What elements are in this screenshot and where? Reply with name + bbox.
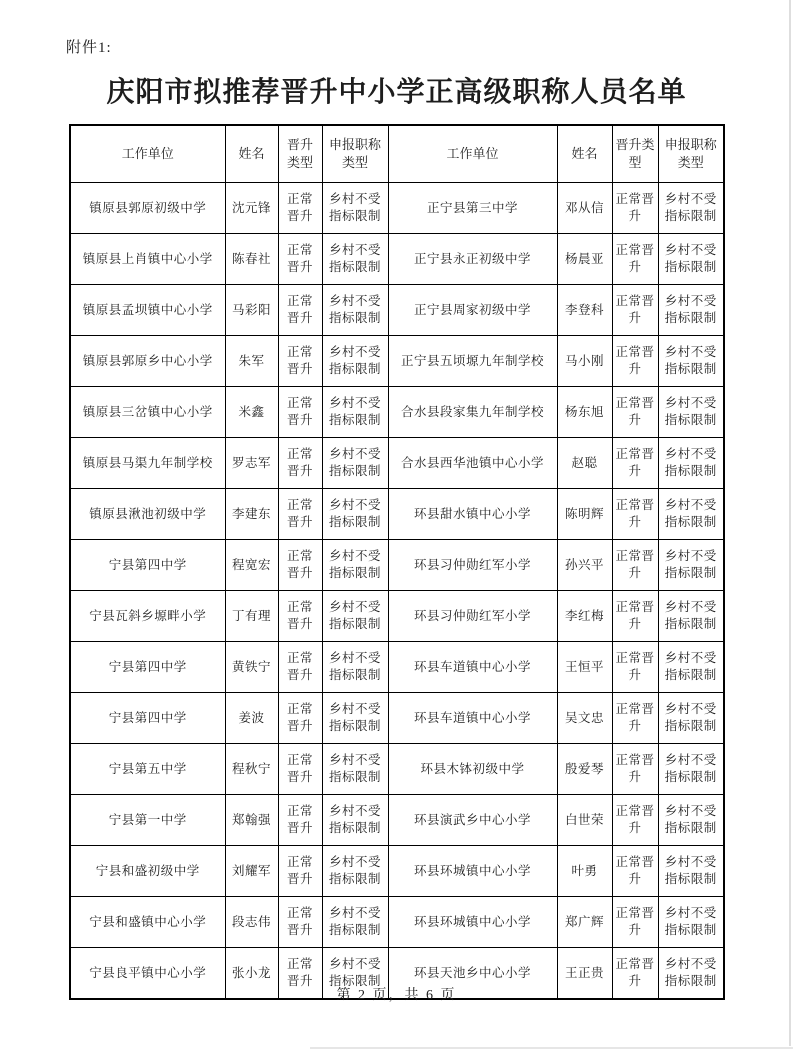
promotion-type-cell: 正常晋升 xyxy=(612,591,658,642)
title-type-cell: 乡村不受指标限制 xyxy=(658,591,724,642)
name-cell: 李建东 xyxy=(225,489,278,540)
promotion-type-cell: 正常晋升 xyxy=(278,285,322,336)
promotion-type-cell: 正常晋升 xyxy=(612,540,658,591)
name-cell: 叶勇 xyxy=(557,846,612,897)
work-unit-cell: 合水县段家集九年制学校 xyxy=(388,387,557,438)
name-cell: 殷爱琴 xyxy=(557,744,612,795)
table-row xyxy=(70,285,724,336)
promotion-type-cell: 正常晋升 xyxy=(278,387,322,438)
work-unit-cell: 正宁县五顷塬九年制学校 xyxy=(388,336,557,387)
work-unit-cell: 宁县瓦斜乡塬畔小学 xyxy=(70,591,225,642)
promotion-type-cell: 正常晋升 xyxy=(612,234,658,285)
name-cell: 沈元锋 xyxy=(225,183,278,234)
header-title-type-right: 申报职称类型 xyxy=(658,125,724,183)
work-unit-cell: 镇原县郭原初级中学 xyxy=(70,183,225,234)
header-name-left: 姓名 xyxy=(225,125,278,183)
title-type-cell: 乡村不受指标限制 xyxy=(322,846,388,897)
work-unit-cell: 宁县第五中学 xyxy=(70,744,225,795)
name-cell: 陈明辉 xyxy=(557,489,612,540)
table-row xyxy=(70,336,724,387)
name-cell: 陈春社 xyxy=(225,234,278,285)
name-cell: 米鑫 xyxy=(225,387,278,438)
table-header-row xyxy=(70,125,724,183)
title-type-cell: 乡村不受指标限制 xyxy=(658,285,724,336)
work-unit-cell: 环县环城镇中心小学 xyxy=(388,846,557,897)
name-cell: 马彩阳 xyxy=(225,285,278,336)
title-type-cell: 乡村不受指标限制 xyxy=(322,948,388,1000)
promotion-type-cell: 正常晋升 xyxy=(278,183,322,234)
work-unit-cell: 宁县第四中学 xyxy=(70,540,225,591)
name-cell: 赵聪 xyxy=(557,438,612,489)
page-edge-shadow-bottom xyxy=(310,1047,793,1049)
work-unit-cell: 宁县第四中学 xyxy=(70,693,225,744)
promotion-type-cell: 正常晋升 xyxy=(612,744,658,795)
title-type-cell: 乡村不受指标限制 xyxy=(658,948,724,1000)
name-cell: 张小龙 xyxy=(225,948,278,1000)
title-type-cell: 乡村不受指标限制 xyxy=(658,897,724,948)
title-type-cell: 乡村不受指标限制 xyxy=(658,642,724,693)
name-cell: 郑翰强 xyxy=(225,795,278,846)
promotion-type-cell: 正常晋升 xyxy=(278,795,322,846)
promotion-type-cell: 正常晋升 xyxy=(278,489,322,540)
work-unit-cell: 环县习仲勋红军小学 xyxy=(388,540,557,591)
work-unit-cell: 正宁县周家初级中学 xyxy=(388,285,557,336)
promotion-type-cell: 正常晋升 xyxy=(278,336,322,387)
name-cell: 马小刚 xyxy=(557,336,612,387)
work-unit-cell: 镇原县三岔镇中心小学 xyxy=(70,387,225,438)
table-row xyxy=(70,387,724,438)
title-type-cell: 乡村不受指标限制 xyxy=(322,387,388,438)
promotion-type-cell: 正常晋升 xyxy=(612,183,658,234)
promotion-type-cell: 正常晋升 xyxy=(278,642,322,693)
name-cell: 段志伟 xyxy=(225,897,278,948)
title-type-cell: 乡村不受指标限制 xyxy=(658,540,724,591)
title-type-cell: 乡村不受指标限制 xyxy=(322,540,388,591)
table-row xyxy=(70,642,724,693)
work-unit-cell: 环县习仲勋红军小学 xyxy=(388,591,557,642)
promotion-type-cell: 正常晋升 xyxy=(278,897,322,948)
promotion-type-cell: 正常晋升 xyxy=(612,642,658,693)
title-type-cell: 乡村不受指标限制 xyxy=(322,744,388,795)
title-type-cell: 乡村不受指标限制 xyxy=(322,234,388,285)
table-row xyxy=(70,846,724,897)
name-cell: 程秋宁 xyxy=(225,744,278,795)
promotion-type-cell: 正常晋升 xyxy=(612,846,658,897)
work-unit-cell: 环县甜水镇中心小学 xyxy=(388,489,557,540)
title-type-cell: 乡村不受指标限制 xyxy=(658,693,724,744)
title-type-cell: 乡村不受指标限制 xyxy=(322,795,388,846)
promotion-type-cell: 正常晋升 xyxy=(612,897,658,948)
work-unit-cell: 镇原县湫池初级中学 xyxy=(70,489,225,540)
table-row xyxy=(70,693,724,744)
promotion-type-cell: 正常晋升 xyxy=(278,234,322,285)
name-cell: 郑广辉 xyxy=(557,897,612,948)
name-cell: 杨东旭 xyxy=(557,387,612,438)
work-unit-cell: 宁县第四中学 xyxy=(70,642,225,693)
work-unit-cell: 宁县和盛镇中心小学 xyxy=(70,897,225,948)
title-type-cell: 乡村不受指标限制 xyxy=(658,438,724,489)
table-row xyxy=(70,489,724,540)
name-cell: 王恒平 xyxy=(557,642,612,693)
title-type-cell: 乡村不受指标限制 xyxy=(322,693,388,744)
work-unit-cell: 环县车道镇中心小学 xyxy=(388,693,557,744)
promotion-type-cell: 正常晋升 xyxy=(612,948,658,1000)
work-unit-cell: 宁县和盛初级中学 xyxy=(70,846,225,897)
title-type-cell: 乡村不受指标限制 xyxy=(322,183,388,234)
title-type-cell: 乡村不受指标限制 xyxy=(322,438,388,489)
header-title-type-left: 申报职称类型 xyxy=(322,125,388,183)
title-type-cell: 乡村不受指标限制 xyxy=(658,795,724,846)
work-unit-cell: 环县演武乡中心小学 xyxy=(388,795,557,846)
header-work-unit-left: 工作单位 xyxy=(70,125,225,183)
name-cell: 王正贵 xyxy=(557,948,612,1000)
title-type-cell: 乡村不受指标限制 xyxy=(322,897,388,948)
page-edge-shadow-right xyxy=(789,0,791,1046)
personnel-roster-table xyxy=(69,124,725,1000)
name-cell: 杨晨亚 xyxy=(557,234,612,285)
promotion-type-cell: 正常晋升 xyxy=(278,693,322,744)
header-promotion-type-right: 晋升类型 xyxy=(612,125,658,183)
page-number-footer: 第 2 页，共 6 页 xyxy=(336,988,457,1003)
title-type-cell: 乡村不受指标限制 xyxy=(658,744,724,795)
promotion-type-cell: 正常晋升 xyxy=(612,438,658,489)
name-cell: 邓从信 xyxy=(557,183,612,234)
name-cell: 丁有理 xyxy=(225,591,278,642)
work-unit-cell: 正宁县第三中学 xyxy=(388,183,557,234)
title-type-cell: 乡村不受指标限制 xyxy=(322,489,388,540)
table-row xyxy=(70,744,724,795)
promotion-type-cell: 正常晋升 xyxy=(278,744,322,795)
work-unit-cell: 镇原县郭原乡中心小学 xyxy=(70,336,225,387)
title-type-cell: 乡村不受指标限制 xyxy=(658,234,724,285)
name-cell: 白世荣 xyxy=(557,795,612,846)
name-cell: 黄铁宁 xyxy=(225,642,278,693)
name-cell: 李红梅 xyxy=(557,591,612,642)
name-cell: 罗志军 xyxy=(225,438,278,489)
table-row xyxy=(70,183,724,234)
work-unit-cell: 环县木钵初级中学 xyxy=(388,744,557,795)
table-row xyxy=(70,591,724,642)
work-unit-cell: 镇原县上肖镇中心小学 xyxy=(70,234,225,285)
promotion-type-cell: 正常晋升 xyxy=(278,540,322,591)
promotion-type-cell: 正常晋升 xyxy=(612,795,658,846)
title-type-cell: 乡村不受指标限制 xyxy=(658,387,724,438)
work-unit-cell: 宁县第一中学 xyxy=(70,795,225,846)
work-unit-cell: 镇原县马渠九年制学校 xyxy=(70,438,225,489)
title-type-cell: 乡村不受指标限制 xyxy=(658,489,724,540)
name-cell: 李登科 xyxy=(557,285,612,336)
promotion-type-cell: 正常晋升 xyxy=(612,285,658,336)
header-work-unit-right: 工作单位 xyxy=(388,125,557,183)
title-type-cell: 乡村不受指标限制 xyxy=(658,336,724,387)
promotion-type-cell: 正常晋升 xyxy=(278,438,322,489)
promotion-type-cell: 正常晋升 xyxy=(612,387,658,438)
work-unit-cell: 合水县西华池镇中心小学 xyxy=(388,438,557,489)
work-unit-cell: 环县车道镇中心小学 xyxy=(388,642,557,693)
promotion-type-cell: 正常晋升 xyxy=(278,948,322,1000)
table-row xyxy=(70,540,724,591)
title-type-cell: 乡村不受指标限制 xyxy=(322,642,388,693)
promotion-type-cell: 正常晋升 xyxy=(278,846,322,897)
title-type-cell: 乡村不受指标限制 xyxy=(658,846,724,897)
promotion-type-cell: 正常晋升 xyxy=(612,693,658,744)
work-unit-cell: 宁县良平镇中心小学 xyxy=(70,948,225,1000)
table-row xyxy=(70,897,724,948)
name-cell: 孙兴平 xyxy=(557,540,612,591)
work-unit-cell: 环县环城镇中心小学 xyxy=(388,897,557,948)
table-row xyxy=(70,234,724,285)
header-name-right: 姓名 xyxy=(557,125,612,183)
document-title: 庆阳市拟推荐晋升中小学正高级职称人员名单 xyxy=(106,77,687,108)
table-row xyxy=(70,438,724,489)
name-cell: 朱军 xyxy=(225,336,278,387)
name-cell: 吴文忠 xyxy=(557,693,612,744)
name-cell: 程宽宏 xyxy=(225,540,278,591)
title-type-cell: 乡村不受指标限制 xyxy=(322,285,388,336)
title-type-cell: 乡村不受指标限制 xyxy=(658,183,724,234)
name-cell: 姜波 xyxy=(225,693,278,744)
header-promotion-type-left: 晋升类型 xyxy=(278,125,322,183)
work-unit-cell: 环县天池乡中心小学 xyxy=(388,948,557,1000)
title-type-cell: 乡村不受指标限制 xyxy=(322,591,388,642)
promotion-type-cell: 正常晋升 xyxy=(612,489,658,540)
name-cell: 刘耀军 xyxy=(225,846,278,897)
title-type-cell: 乡村不受指标限制 xyxy=(322,336,388,387)
work-unit-cell: 镇原县孟坝镇中心小学 xyxy=(70,285,225,336)
table-row xyxy=(70,795,724,846)
promotion-type-cell: 正常晋升 xyxy=(612,336,658,387)
promotion-type-cell: 正常晋升 xyxy=(278,591,322,642)
attachment-label: 附件1: xyxy=(66,40,112,56)
work-unit-cell: 正宁县永正初级中学 xyxy=(388,234,557,285)
